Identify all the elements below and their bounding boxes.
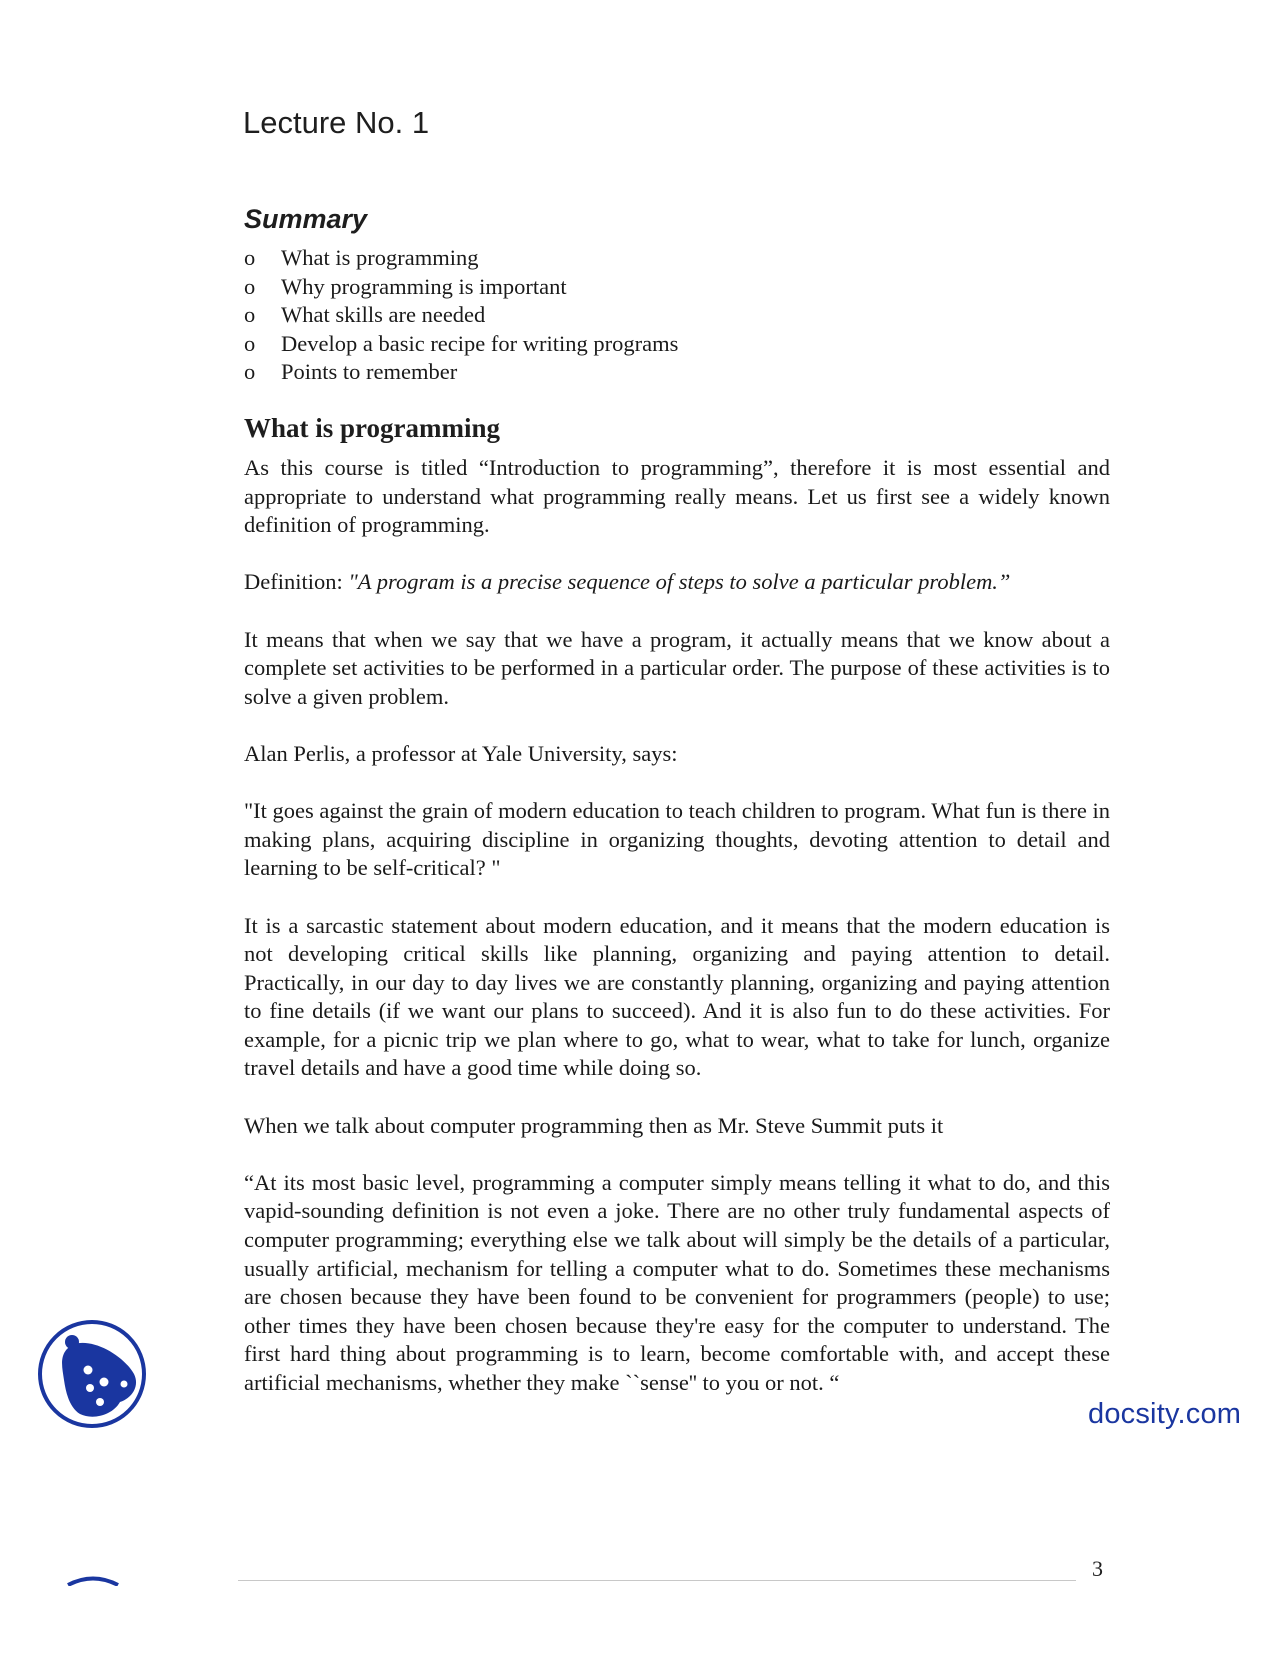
summary-list xyxy=(244,244,678,387)
bullet-icon: o xyxy=(244,359,256,385)
intro-paragraph: As this course is titled “Introduction to programming”, therefore it is most essential and appropriate to understand what programming really means. Let us first see a widely known definition of programming. xyxy=(244,455,1110,538)
page-number: 3 xyxy=(1092,1556,1103,1581)
summary-item-text: What skills are needed xyxy=(281,302,486,328)
body-text xyxy=(244,454,1110,1426)
summit-quote-paragraph: “At its most basic level, programming a computer simply means telling it what to do, and this vapid-sounding definition is not even a joke. There are no other truly fundamental aspects of computer programming; everything else we talk about will simply be the details of a particular, usually artificial, mechanism for telling a computer what to do. Sometimes these mechanisms are chosen because they have been found to be convenient for programmers (people) to use; other times they have been chosen because they're easy for the computer to understand. The first hard thing about programming is to learn, become comfortable with, and accept these artificial mechanisms, whether they make ``sense'' to you or not. “ xyxy=(244,1169,1110,1395)
summary-item xyxy=(244,330,678,359)
summary-item xyxy=(244,358,678,387)
summary-item xyxy=(244,273,678,302)
summary-item xyxy=(244,244,678,273)
summary-heading: Summary xyxy=(244,204,368,234)
section-heading: What is programming xyxy=(244,413,501,443)
summary-item-text: Points to remember xyxy=(281,359,458,385)
summary-item-text: Develop a basic recipe for writing programs xyxy=(281,330,679,356)
bullet-icon: o xyxy=(244,302,256,328)
bullet-icon: o xyxy=(244,273,256,299)
page-title: Lecture No. 1 xyxy=(243,105,430,140)
explanation-paragraph: It means that when we say that we have a program, it actually means that we know about a complete set activities to be performed in a particular order. The purpose of these activities is to solve a given problem. xyxy=(244,626,1110,709)
definition-text: "A program is a precise sequence of steps to solve a particular problem.” xyxy=(348,569,1011,595)
summary-item xyxy=(244,301,678,330)
summit-intro-paragraph: When we talk about computer programming then as Mr. Steve Summit puts it xyxy=(244,1112,944,1138)
perlis-quote-paragraph: "It goes against the grain of modern education to teach children to program. What fun is there in making plans, acquiring discipline in organizing thoughts, devoting attention to detail and learning to be self-critical? " xyxy=(244,798,1110,881)
perlis-intro-paragraph: Alan Perlis, a professor at Yale University, says: xyxy=(244,740,678,766)
logo-fragment-icon xyxy=(66,1574,120,1586)
bullet-icon: o xyxy=(244,330,256,356)
footer-divider xyxy=(238,1580,1076,1581)
definition-paragraph xyxy=(244,568,1110,597)
summary-item-text: Why programming is important xyxy=(281,273,567,299)
summary-item-text: What is programming xyxy=(281,245,479,270)
docsity-wordmark[interactable]: docsity.com xyxy=(1088,1398,1242,1430)
bullet-icon: o xyxy=(244,245,256,270)
definition-label: Definition: xyxy=(244,569,349,595)
sarcasm-paragraph: It is a sarcastic statement about modern education, and it means that the modern education is not developing critical skills like planning, organizing and paying attention to detail. Practically, in our day to day lives we are constantly planning, organizing and paying attention to fine details (if we want our plans to succeed). And it is also fun to do these activities. For example, for a picnic trip we plan where to go, what to wear, what to take for lunch, organize travel details and have a good time while doing so. xyxy=(244,912,1110,1081)
docsity-logo-icon[interactable] xyxy=(36,1318,148,1430)
